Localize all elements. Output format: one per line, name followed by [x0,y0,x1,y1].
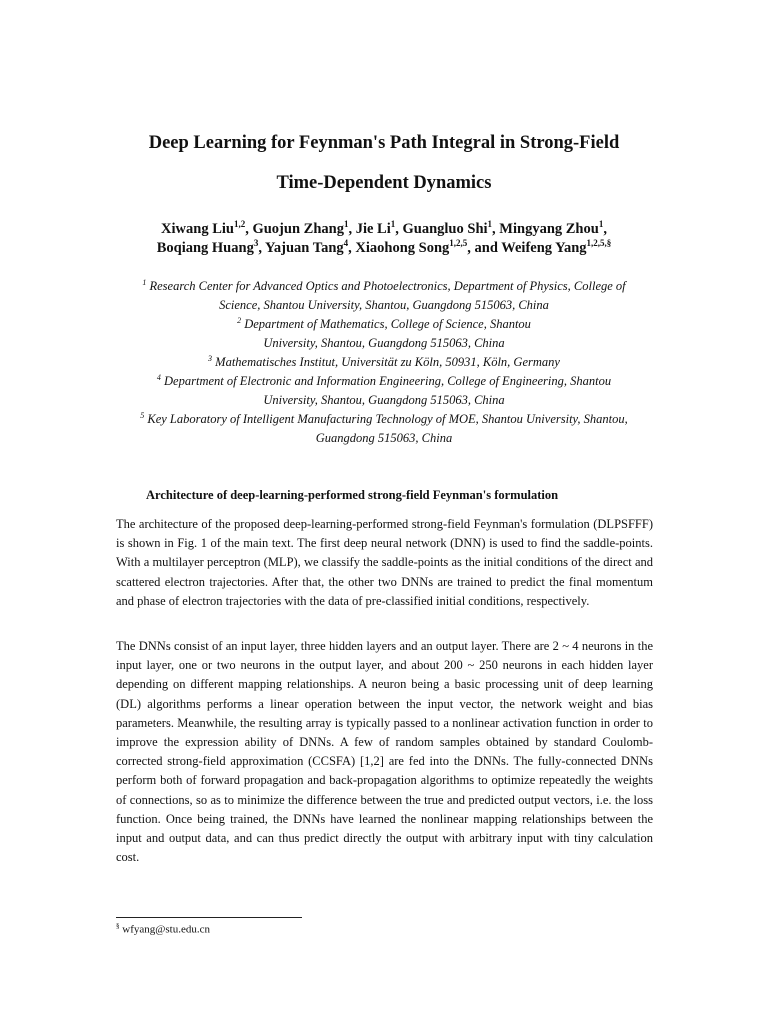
affiliation-2-line-1: $^2$ Department of Mathematics, College of Science, Shantou [237,315,531,331]
footnote-mark: § [116,922,120,930]
paper-title-line-2: Time-Dependent Dynamics [276,173,492,193]
author: Guojun Zhang$^1$, [252,219,356,237]
footnote-rule [116,917,302,918]
body-paragraph-2: The DNNs consist of an input layer, three hidden layers and an output layer. There are 2 ~ 4 neurons in the input layer, one or two neurons in the output layer, and about 200 ~ 250 neurons in each hidden layer depending on different mapping relationships. A neuron being a basic processing unit of deep learning (DL) algorithms performs a linear operation between the input vector, the network weight and bias parameters. Meanwhile, the resulting array is typically passed to a nonlinear activation function in order to improve the expression ability of DNNs. A few of random samples obtained by standard Coulomb-corrected strong-field approximation (CCSFA) [1,2] are fed into the DNNs. The fully-connected DNNs perform both of forward propagation and back-propagation algorithms to optimize repeatedly the weights of connections, so as to minimize the difference between the true and predicted output vectors, i.e. the loss function. Once being trained, the DNNs have learned the nonlinear mapping relationships between the input and output data, and can thus predict directly the output with arbitrary input with tiny calculation cost. [116,639,653,865]
affiliation-5-line-1: $^5$ Key Laboratory of Intelligent Manufacturing Technology of MOE, Shantou University, Shantou, [140,410,628,426]
footnote-email-link[interactable]: wfyang@stu.edu.cn [122,923,210,936]
author: Jie Li$^1$, [355,219,403,237]
affiliation-4-line-1: $^4$ Department of Electronic and Information Engineering, College of Engineering, Shantou [156,372,612,388]
body-paragraph-1: The architecture of the proposed deep-learning-performed strong-field Feynman's formulation (DLPSFFF) is shown in Fig. 1 of the main text. The first deep neural network (DNN) is used to find the saddle-points. With a multilayer perceptron (MLP), we classify the saddle-points as the initial conditions of the direct and scattered electron trajectories. After that, the other two DNNs are trained to predict the final momentum and phase of electron trajectories with the data of pre-classified initial conditions, respectively. [116,517,653,608]
author: Xiwang Liu$^{1,2}$, [161,219,253,237]
author: Boqiang Huang$^3$, [156,238,266,256]
affiliation-5-line-2: Guangdong 515063, China [315,431,453,445]
author: Weifeng Yang$^{1,2,5,\S}$ [501,238,612,256]
affiliation-2-line-2: University, Shantou, Guangdong 515063, China [263,336,505,350]
section-heading: Architecture of deep-learning-performed strong-field Feynman's formulation [146,488,559,502]
author: Guangluo Shi$^1$, [402,219,500,237]
affiliation-1-line-2: Science, Shantou University, Shantou, Guangdong 515063, China [219,298,549,312]
affiliation-1-line-1: $^1$ Research Center for Advanced Optics and Photoelectronics, Department of Physics, College of [142,277,626,293]
author-list-line-2 [60,239,708,258]
footnote [116,922,210,936]
author: Xiaohong Song$^{1,2,5}$, and [355,238,502,256]
author: Mingyang Zhou$^1$, [499,219,607,237]
author: Yajuan Tang$^4$, [265,238,356,256]
affiliation-list [100,277,668,448]
paper-title-line-1: Deep Learning for Feynman's Path Integral in Strong-Field [148,133,620,153]
affiliation-3-line-1: $^3$ Mathematisches Institut, Universität zu Köln, 50931, Köln, Germany [208,353,560,369]
affiliation-4-line-2: University, Shantou, Guangdong 515063, China [263,393,505,407]
author-list-line-1 [60,220,708,239]
